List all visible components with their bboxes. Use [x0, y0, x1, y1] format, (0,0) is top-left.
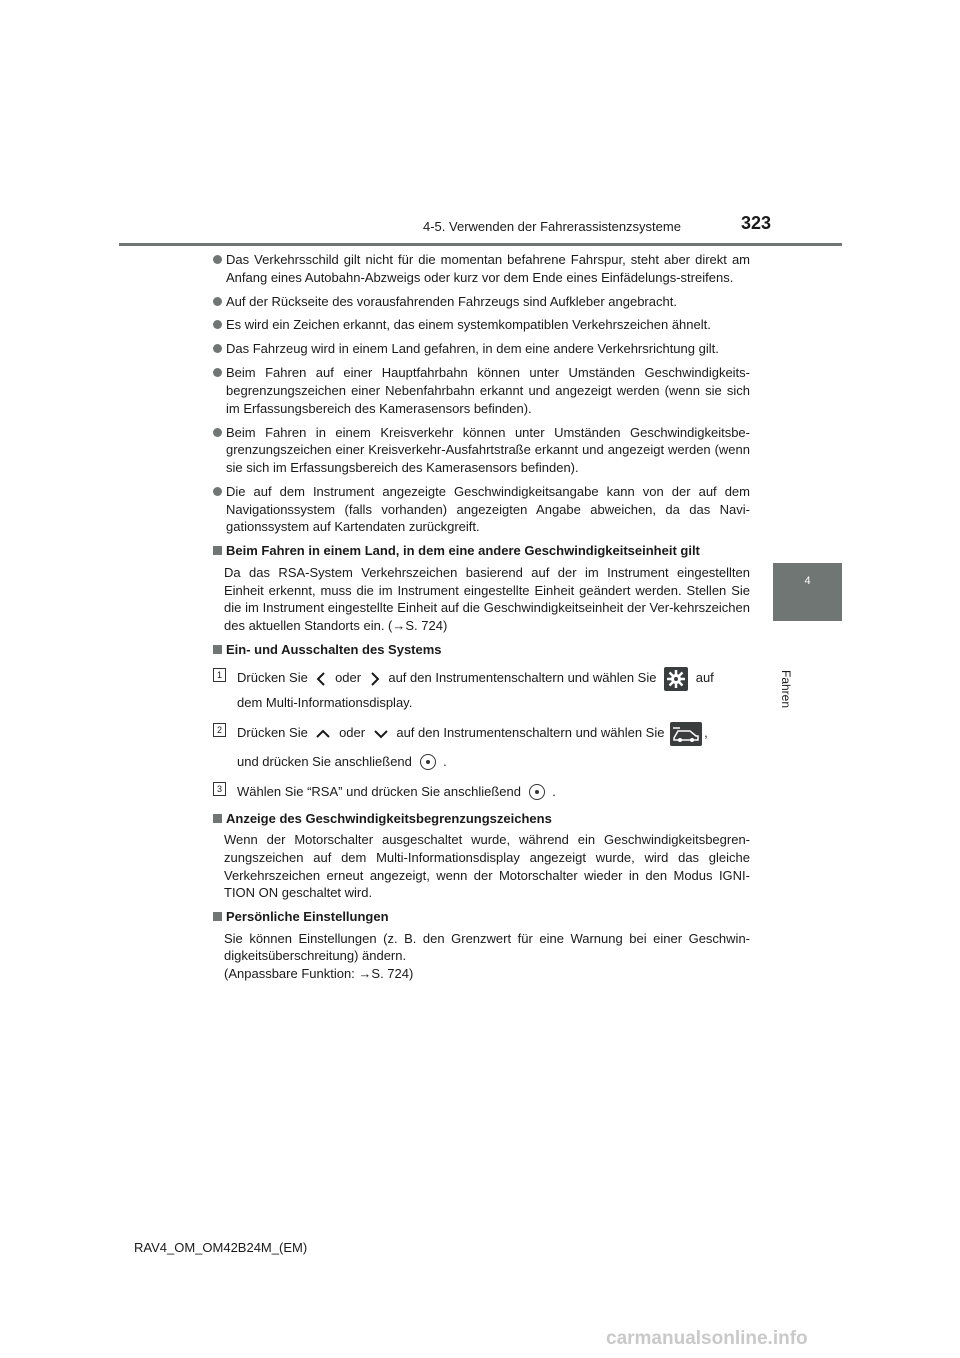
chapter-label [779, 630, 811, 709]
chapter-label-text: Fahren [779, 670, 793, 709]
step-1: 1 Drücken Sie oder auf den Instrumentenschaltern und wählen Sie auf dem Multi-Informationsdisplay. [213, 666, 750, 715]
bullet-item: Auf der Rückseite des vorausfahrenden Fahrzeugs sind Aufkleber angebracht. [213, 293, 750, 311]
vehicle-settings-icon [670, 722, 702, 746]
ok-button-icon [420, 754, 436, 770]
footer-doc-id: RAV4_OM_OM42B24M_(EM) [134, 1240, 308, 1255]
header-rule [119, 243, 842, 246]
bullet-item: Das Verkehrsschild gilt nicht für die momentan befahrene Fahrspur, steht aber direkt am Anfang eines Autobahn-Abzweigs oder kurz vor dem Ende eines Einfädelungs-streifens. [213, 251, 750, 286]
page-number: 323 [741, 213, 772, 233]
onoff-heading: Ein- und Ausschalten des Systems [213, 641, 750, 659]
step-3: 3 Wählen Sie “RSA” und drücken Sie anschließend . [213, 780, 750, 804]
bullet-dot-icon [213, 255, 222, 264]
step-number: 2 [213, 723, 226, 737]
watermark: carmanualsonline.info [606, 1328, 808, 1349]
step-number: 1 [213, 668, 226, 682]
bullet-item: Beim Fahren in einem Kreisverkehr können unter Umständen Geschwindigkeitsbe-grenzungszeichen einer Kreisverkehr-Ausfahrtstraße erkannt und angezeigt werden (wenn sie sich im Erfassungsbereich des Kamerasensors befinden). [213, 424, 750, 477]
bullet-dot-icon [213, 368, 222, 377]
chapter-number: 4 [804, 575, 811, 587]
chapter-tab [773, 563, 842, 621]
square-bullet-icon [213, 814, 222, 823]
square-bullet-icon [213, 645, 222, 654]
display-heading: Anzeige des Geschwindigkeitsbegrenzungszeichens [213, 810, 750, 828]
bullet-dot-icon [213, 297, 222, 306]
page-header [0, 0, 960, 250]
personal-heading: Persönliche Einstellungen [213, 908, 750, 926]
display-text: Wenn der Motorschalter ausgeschaltet wurde, während ein Geschwindigkeitsbegren-zungszeichen auf dem Multi-Informationsdisplay angezeigt wurde, wird das gleiche Verkehrszeichen erneut angezeigt, wenn der Motorschalter wieder in den Modus IGNI-TION ON geschaltet wird. [224, 832, 750, 901]
unit-heading: Beim Fahren in einem Land, in dem eine andere Geschwindigkeitseinheit gilt [213, 542, 750, 560]
bullet-item: Beim Fahren auf einer Hauptfahrbahn können unter Umständen Geschwindigkeits-begrenzungszeichen einer Nebenfahrbahn erkannt und angezeigt werden (wenn sie sich im Erfassungsbereich des Kamerasensors befinden). [213, 364, 750, 417]
section-title: 4-5. Verwenden der Fahrerassistenzsysteme [423, 219, 681, 234]
bullet-dot-icon [213, 487, 222, 496]
square-bullet-icon [213, 912, 222, 921]
bullet-dot-icon [213, 320, 222, 329]
bullet-item: Es wird ein Zeichen erkannt, das einem systemkompatiblen Verkehrszeichen ähnelt. [213, 316, 750, 334]
bullet-dot-icon [213, 344, 222, 353]
chevron-down-icon [373, 728, 389, 740]
square-bullet-icon [213, 546, 222, 555]
personal-text: Sie können Einstellungen (z. B. den Grenzwert für eine Warnung bei einer Geschwin-digkeitsüberschreitung) ändern. (Anpassbare Funktion: →S. 724) [224, 930, 750, 982]
chevron-up-icon [315, 728, 331, 740]
page-content [213, 251, 750, 983]
chevron-left-icon [315, 671, 327, 687]
bullet-dot-icon [213, 428, 222, 437]
unit-text: Da das RSA-System Verkehrszeichen basierend auf der im Instrument eingestellten Einheit erkennt, muss die im Instrument eingestellte Einheit geändert werden. Stellen Sie die im Instrument eingestellte Einheit auf die Geschwindigkeitseinheit der Ver-kehrszeichen des aktuellen Standorts ein. (→S. 724) [224, 564, 750, 633]
step-number: 3 [213, 782, 226, 796]
bullet-item: Das Fahrzeug wird in einem Land gefahren, in dem eine andere Verkehrsrichtung gilt. [213, 340, 750, 358]
step-2: 2 Drücken Sie oder auf den Instrumentenschaltern und wählen Sie , und drücken Sie anschließend . [213, 721, 750, 774]
settings-gear-icon [664, 667, 688, 691]
ok-button-icon [529, 784, 545, 800]
bullet-item: Die auf dem Instrument angezeigte Geschwindigkeitsangabe kann von der auf dem Navigationssystem (falls vorhanden) angezeigten Angabe abweichen, da das Navi-gationssystem auf Kartendaten zurückgreift. [213, 483, 750, 536]
chevron-right-icon [369, 671, 381, 687]
